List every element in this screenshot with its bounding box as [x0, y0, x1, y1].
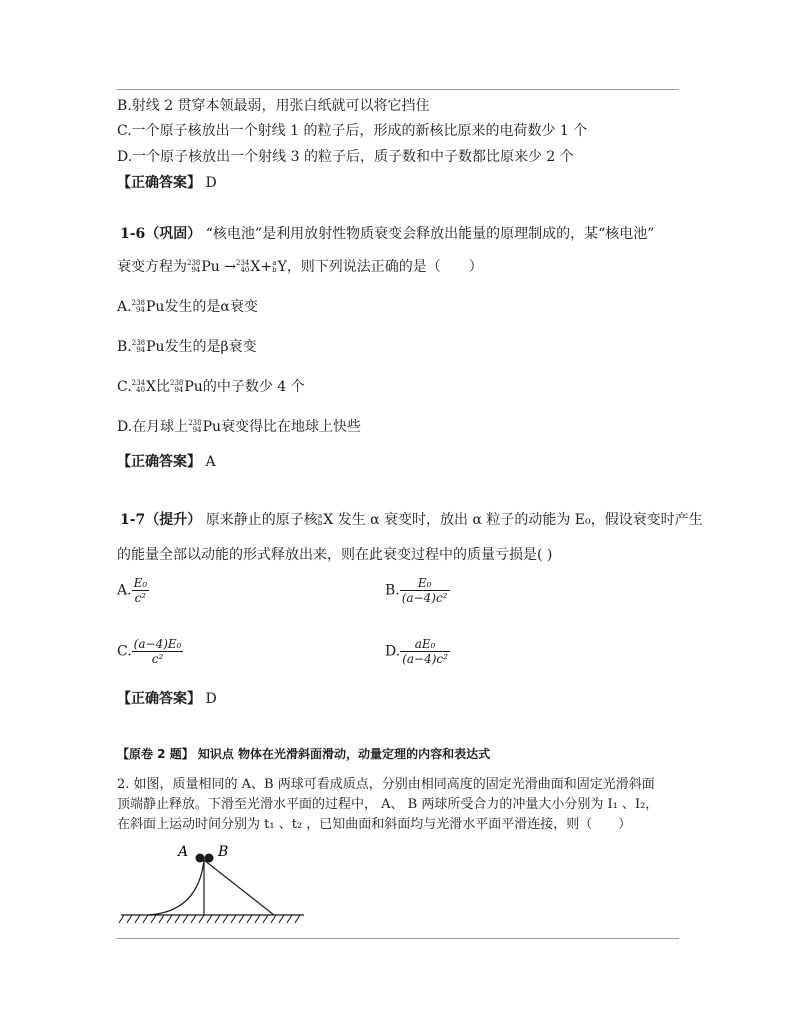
q1-5-option-d: D.一个原子核放出一个射线 3 的粒子后，质子数和中子数都比原来少 2 个 [117, 149, 574, 165]
fraction: $\frac{\text{E₀}}{\text{(a−4)c²}}$ [401, 576, 448, 605]
q1-7-answer [117, 690, 217, 708]
ground-hatching [119, 915, 300, 923]
nuclide-x-symbol: X [250, 259, 261, 275]
curved-surface [148, 860, 204, 915]
q1-6-stem-line-1 [120, 225, 654, 243]
q1-7-option-b: B. $\frac{\text{E₀}}{\text{(a−4)c²}}$ [385, 576, 448, 605]
q2-line-3: 在斜面上运动时间分别为 t₁ 、t₂ ，已知曲面和斜面均与光滑水平面平滑连接，则（ ） [117, 817, 632, 832]
nuclide-pu-scripts: 238 94 [188, 419, 202, 434]
q2-figure [118, 838, 308, 928]
top-rule [117, 89, 679, 90]
nuclide-pu-symbol: Pu [201, 259, 220, 275]
q1-5-answer [117, 174, 217, 192]
nuclide-pu-scripts: 238 94 [131, 299, 145, 314]
fraction: $\frac{\text{aE₀}}{\text{(a−4)c²}}$ [402, 637, 448, 666]
nuclide-pu-scripts: 238 94 [187, 259, 201, 274]
q1-7-option-d: D. $\frac{\text{aE₀}}{\text{(a−4)c²}}$ [385, 637, 448, 666]
stem-suffix: ，则下列说法正确的是（ ） [286, 259, 483, 275]
q1-6-option-d: D.在月球上 238 94 Pu衰变得比在地球上快些 [117, 419, 361, 435]
ball-a [196, 854, 205, 863]
stem-prefix: 衰变方程为 [117, 259, 187, 275]
nuclide-y-symbol: Y [277, 259, 287, 275]
bottom-rule [117, 938, 679, 939]
question-number: 1-7（提升） [120, 512, 202, 528]
q2-line-1: 2. 如图，质量相同的 A、B 两球可看成质点，分别由相同高度的固定光滑曲面和固定光滑斜面 [117, 777, 655, 792]
q1-7-option-a: A. $\frac{\text{E₀}}{\text{c²}}$ [117, 576, 148, 605]
q1-6-stem-line-2: 衰变方程为 238 94 Pu → 234 40 X+ a b Y，则下列说法正确的是（ ） [117, 259, 483, 275]
nuclide-y-scripts: a b [272, 259, 277, 274]
label-b: B [218, 844, 229, 860]
answer-value: A [205, 454, 216, 470]
q1-6-answer [117, 453, 216, 471]
ball-b [205, 854, 214, 863]
nuclide-pu-scripts: 238 94 [131, 339, 146, 354]
q1-6-option-c: C. 234 40 X比 238 94 Pu的中子数少 4 个 [117, 379, 305, 395]
nuclide-x-scripts: a b [317, 512, 323, 527]
q2-header: 【原卷 2 题】 知识点 物体在光滑斜面滑动，动量定理的内容和表达式 [117, 747, 491, 761]
answer-value: D [205, 691, 217, 707]
arrow-icon: → [224, 259, 236, 275]
answer-label: 【正确答案】 [117, 454, 201, 470]
question-number: 1-6（巩固） [120, 226, 202, 242]
q1-7-option-c: C. $\frac{\text{(a−4)E₀}}{\text{c²}}$ [117, 637, 182, 666]
q1-7-stem-line-1: 1-7（提升） 原来静止的原子核 a b X 发生 α 衰变时，放出 α 粒子的动能为 E₀，假设衰变时产生 [120, 512, 703, 528]
answer-label: 【正确答案】 [117, 175, 201, 191]
q2-line-2: 顶端静止释放。下滑至光滑水平面的过程中， A、 B 两球所受合力的冲量大小分别为 I₁ 、I₂， [117, 797, 659, 812]
fraction: $\frac{\text{E₀}}{\text{c²}}$ [133, 576, 148, 605]
q1-7-stem-line-2: 的能量全部以动能的形式释放出来，则在此衰变过程中的质量亏损是( ) [117, 547, 553, 563]
label-a: A [178, 844, 189, 860]
nuclide-x-scripts: 234 40 [131, 379, 146, 394]
nuclide-x-scripts: 234 40 [236, 259, 250, 274]
stem-text: “核电池”是利用放射性物质衰变会释放出能量的原理制成的，某“核电池” [205, 226, 655, 242]
q1-5-option-c: C.一个原子核放出一个射线 1 的粒子后，形成的新核比原来的电荷数少 1 个 [117, 123, 588, 139]
nuclide-pu-scripts: 238 94 [170, 379, 184, 394]
inclined-plane [204, 860, 274, 915]
answer-value: D [205, 175, 217, 191]
q1-6-option-b: B. 238 94 Pu发生的是β衰变 [117, 339, 257, 355]
answer-label: 【正确答案】 [117, 691, 201, 707]
fraction: $\frac{\text{(a−4)E₀}}{\text{c²}}$ [133, 637, 182, 666]
q1-5-option-b: B.射线 2 贯穿本领最弱，用张白纸就可以将它挡住 [117, 98, 430, 114]
q1-6-option-a: A. 238 94 Pu发生的是α衰变 [117, 299, 258, 315]
